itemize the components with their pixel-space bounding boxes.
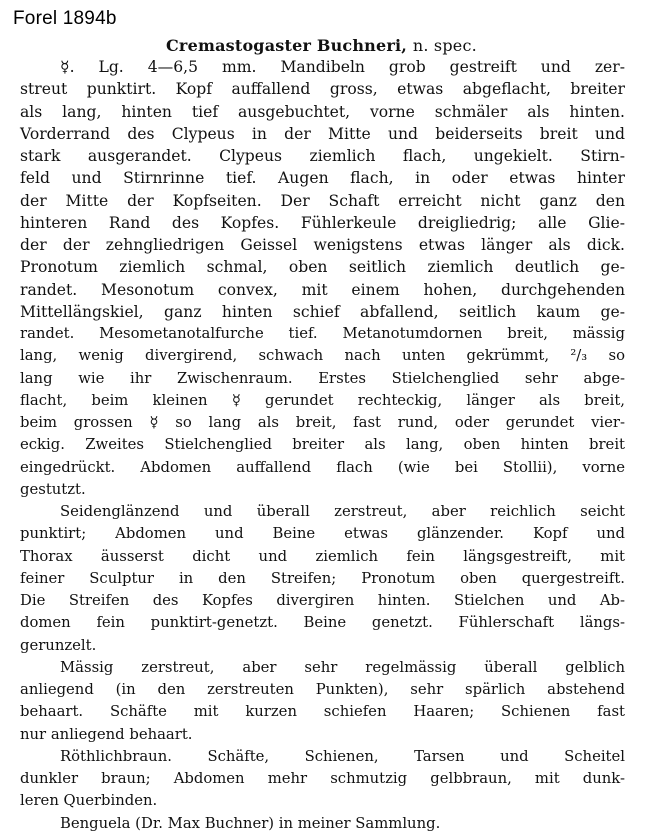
text-line: domen fein punktirt-genetzt. Beine genetzt. Fühlerschaft längs- xyxy=(20,614,625,632)
text-line: nur anliegend behaart. xyxy=(20,725,193,743)
text-line: Thorax äusserst dicht und ziemlich fein längsgestreift, mit xyxy=(20,547,625,565)
text-line: der Mitte der Kopfseiten. Der Schaft erreicht nicht ganz den xyxy=(20,191,625,210)
text-line: Seidenglänzend und überall zerstreut, aber reichlich seicht xyxy=(60,503,625,520)
species-heading xyxy=(166,36,477,55)
text-line: ☿. Lg. 4—6,5 mm. Mandibeln grob gestreift und zer- xyxy=(60,58,625,76)
species-name: Cremastogaster Buchneri, xyxy=(166,36,408,55)
text-line: Vorderrand des Clypeus in der Mitte und beiderseits breit und xyxy=(20,124,625,143)
text-line: der der zehngliedrigen Geissel wenigstens etwas länger als dick. xyxy=(20,236,625,254)
text-line: punktirt; Abdomen und Beine etwas glänzender. Kopf und xyxy=(20,525,625,543)
text-line: eckig. Zweites Stielchenglied breiter als lang, oben hinten breit xyxy=(20,436,625,454)
text-line: lang, wenig divergirend, schwach nach unten gekrümmt, ²/₃ so xyxy=(20,347,625,365)
text-line: lang wie ihr Zwischenraum. Erstes Stielchenglied sehr abge- xyxy=(20,369,625,387)
text-line: feld und Stirnrinne tief. Augen flach, in oder etwas hinter xyxy=(20,169,625,188)
text-line: leren Querbinden. xyxy=(20,792,158,810)
text-line: Die Streifen des Kopfes divergiren hinten. Stielchen und Ab- xyxy=(20,592,625,609)
text-line: Benguela (Dr. Max Buchner) in meiner Sammlung. xyxy=(60,814,441,832)
text-line: flacht, beim kleinen ☿ gerundet rechteckig, länger als breit, xyxy=(20,391,625,409)
species-note: n. spec. xyxy=(412,36,477,55)
text-line: als lang, hinten tief ausgebuchtet, vorne schmäler als hinten. xyxy=(20,102,625,121)
description-text xyxy=(20,56,625,835)
text-line: anliegend (in den zerstreuten Punkten), sehr spärlich abstehend xyxy=(20,681,625,698)
source-label: Forel 1894b xyxy=(13,8,117,29)
text-line: Röthlichbraun. Schäfte, Schienen, Tarsen und Scheitel xyxy=(60,747,625,765)
text-line: dunkler braun; Abdomen mehr schmutzig gelbbraun, mit dunk- xyxy=(20,770,625,787)
text-line: behaart. Schäfte mit kurzen schiefen Haaren; Schienen fast xyxy=(20,703,625,721)
text-line: randet. Mesonotum convex, mit einem hohen, durchgehenden xyxy=(20,280,625,299)
text-line: gerunzelt. xyxy=(20,636,97,654)
text-line: Mässig zerstreut, aber sehr regelmässig überall gelblich xyxy=(60,658,625,676)
text-line: gestutzt. xyxy=(20,480,86,498)
text-line: beim grossen ☿ so lang als breit, fast rund, oder gerundet vier- xyxy=(20,414,625,431)
text-line: Mittellängskiel, ganz hinten schief abfallend, seitlich kaum ge- xyxy=(20,302,625,321)
text-line: streut punktirt. Kopf auffallend gross, etwas abgeflacht, breiter xyxy=(20,80,625,99)
text-line: hinteren Rand des Kopfes. Fühlerkeule dreigliedrig; alle Glie- xyxy=(20,213,625,232)
text-line: Pronotum ziemlich schmal, oben seitlich ziemlich deutlich ge- xyxy=(20,258,625,277)
text-line: randet. Mesometanotalfurche tief. Metanotumdornen breit, mässig xyxy=(20,325,625,342)
text-line: stark ausgerandet. Clypeus ziemlich flach, ungekielt. Stirn- xyxy=(20,147,625,165)
text-line: feiner Sculptur in den Streifen; Pronotum oben quergestreift. xyxy=(20,569,625,587)
text-line: eingedrückt. Abdomen auffallend flach (wie bei Stollii), vorne xyxy=(20,458,625,476)
